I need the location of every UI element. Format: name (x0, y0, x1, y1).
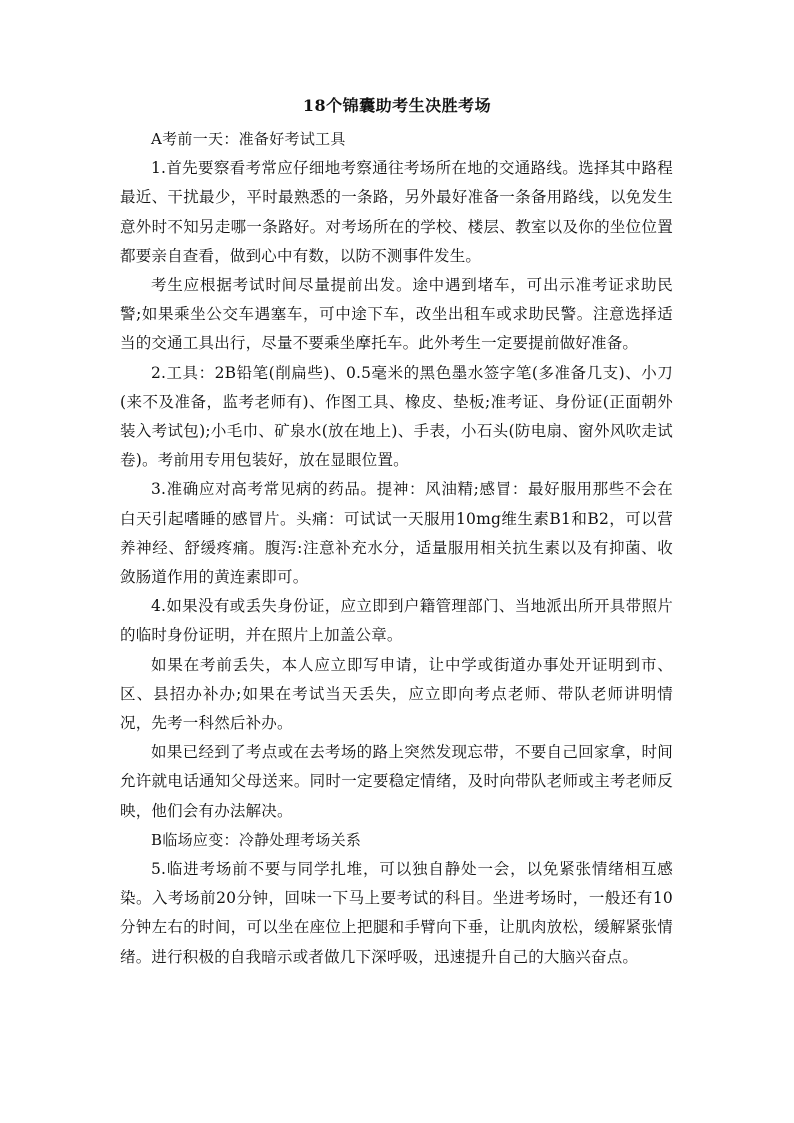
section-a-heading: A考前一天：准备好考试工具 (151, 130, 346, 148)
paragraph: 1.首先要察看考常应仔细地考察通往考场所在地的交通路线。选择其中路程最近、干扰最少，平时最熟悉的一条路，另外最好准备一条备用路线，以免发生意外时不知另走哪一条路好。对考场所在的学校、楼层、教室以及你的坐位位置都要亲自查看，做到心中有数，以防不测事件发生。 (120, 159, 673, 265)
paragraph: 5.临进考场前不要与同学扎堆，可以独自静处一会，以免紧张情绪相互感染。入考场前20分钟，回味一下马上要考试的科目。坐进考场时，一般还有10分钟左右的时间，可以坐在座位上把腿和手臂向下垂，让肌肉放松，缓解紧张情绪。进行积极的自我暗示或者做几下深呼吸，迅速提升自己的大脑兴奋点。 (120, 860, 673, 966)
section-b-heading: B临场应变：冷静处理考场关系 (151, 830, 362, 849)
paragraph: 如果已经到了考点或在去考场的路上突然发现忘带，不要自己回家拿，时间允许就电话通知父母送来。同时一定要稳定情绪，及时向带队老师或主考老师反映，他们会有办法解决。 (120, 743, 673, 820)
paragraph: 考生应根据考试时间尽量提前出发。途中遇到堵车，可出示准考证求助民警;如果乘坐公交车遇塞车，可中途下车，改坐出租车或求助民警。注意选择适当的交通工具出行，尽量不要乘坐摩托车。此外考生一定要提前做好准备。 (120, 276, 673, 353)
paragraph: 如果在考前丢失，本人应立即写申请，让中学或街道办事处开证明到市、区、县招办补办;如果在考试当天丢失，应立即向考点老师、带队老师讲明情况，先考一科然后补办。 (120, 655, 673, 733)
document-body (120, 125, 673, 972)
document-title: 18个锦囊助考生决胜考场 (302, 96, 492, 115)
paragraph: 2.工具：2B铅笔(削扁些)、0.5毫米的黑色墨水签字笔(多准备几支)、小刀(来不及准备，监考老师有)、作图工具、橡皮、垫板;准考证、身份证(正面朝外装入考试包);小毛巾、矿泉水(放在地上)、手表，小石头(防电扇、窗外风吹走试卷)。考前用专用包装好，放在显眼位置。 (120, 363, 673, 470)
paragraph: 4.如果没有或丢失身份证，应立即到户籍管理部门、当地派出所开具带照片的临时身份证明，并在照片上加盖公章。 (120, 597, 673, 645)
paragraph: 3.准确应对高考常见病的药品。提神：风油精;感冒：最好服用那些不会在白天引起嗜睡的感冒片。头痛：可试试一天服用10mg维生素B1和B2，可以营养神经、舒缓疼痛。腹泻:注意补充水分，适量服用相关抗生素以及有抑菌、收敛肠道作用的黄连素即可。 (120, 480, 673, 587)
